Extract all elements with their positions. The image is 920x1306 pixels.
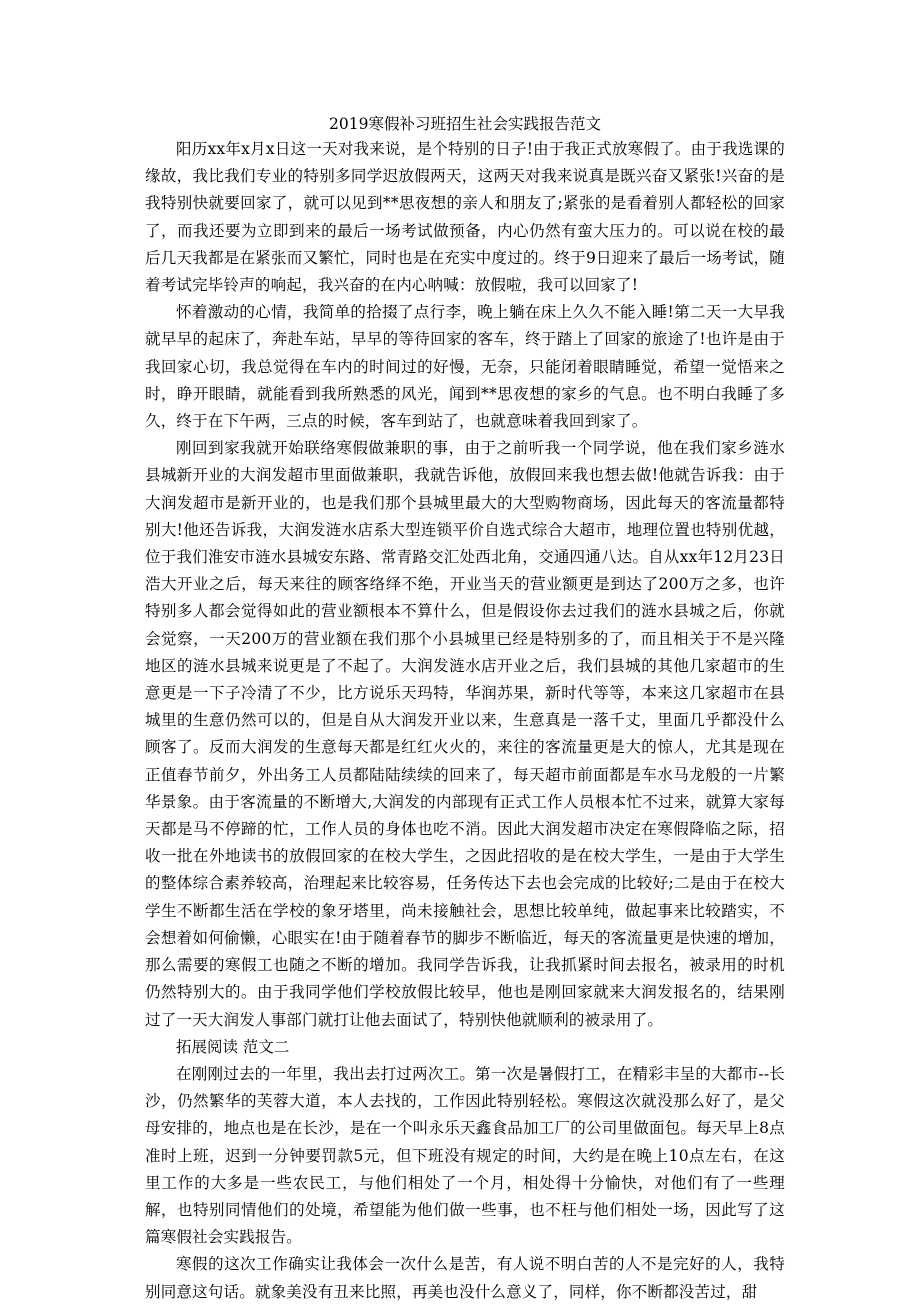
document-page xyxy=(145,112,785,1306)
paragraph-5: 寒假的这次工作确实让我体会一次什么是苦，有人说不明白苦的人不是完好的人，我特别同意这句话。就象美没有丑来比照，再美也没什么意义了，同样，你不断都没苦过，甜 xyxy=(145,1255,785,1301)
document-title: 2019寒假补习班招生社会实践报告范文 xyxy=(329,115,601,133)
paragraph-1: 阳历xx年x月x日这一天对我来说，是个特别的日子!由于我正式放寒假了。由于我选课的缘故，我比我们专业的特别多同学迟放假两天，这两天对我来说真是既兴奋又紧张!兴奋的是我特别快就要回家了，就可以见到**思夜想的亲人和朋友了;紧张的是看着别人都轻松的回家了，而我还要为立即到来的最后一场考试做预备，内心仍然有蛮大压力的。可以说在校的最后几天我都是在紧张而又繁忙，同时也是在充实中度过的。终于9日迎来了最后一场考试，随着考试完毕铃声的响起，我兴奋的在内心呐喊：放假啦，我可以回家了! xyxy=(145,140,785,295)
extended-reading-subheading: 拓展阅读 范文二 xyxy=(176,1037,290,1056)
paragraph-4: 在刚刚过去的一年里，我出去打过两次工。第一次是暑假打工，在精彩丰呈的大都市--长沙，仍然繁华的芙蓉大道，本人去找的，工作因此特别轻松。寒假这次就没那么好了，是父母安排的，地点也是在长沙，是在一个叫永乐天鑫食品加工厂的公司里做面包。每天早上8点准时上班，迟到一分钟要罚款5元，但下班没有规定的时间，大约是在晚上10点左右，在这里工作的大多是一些农民工，与他们相处了一个月，相处得十分愉快，对他们有了一些理解，也特别同情他们的处境，希望能为他们做一些事，也不枉与他们相处一场，因此写了这篇寒假社会实践报告。 xyxy=(145,1064,785,1247)
paragraph-2: 怀着激动的心情，我简单的拾掇了点行李，晚上躺在床上久久不能入睡!第二天一大早我就早早的起床了，奔赴车站，早早的等待回家的客车，终于踏上了回家的旅途了!也许是由于我回家心切，我总觉得在车内的时间过的好慢，无奈，只能闭着眼睛睡觉，希望一觉悟来之时，睁开眼睛，就能看到我所熟悉的风光，闻到**思夜想的家乡的气息。也不明白我睡了多久，终于在下午两，三点的时候，客车到站了，也就意味着我回到家了。 xyxy=(145,303,785,431)
paragraph-3: 刚回到家我就开始联络寒假做兼职的事，由于之前听我一个同学说，他在我们家乡涟水县城新开业的大润发超市里面做兼职，我就告诉他，放假回来我也想去做!他就告诉我：由于大润发超市是新开业的，也是我们那个县城里最大的大型购物商场，因此每天的客流量都特别大!他还告诉我，大润发涟水店系大型连锁平价自选式综合大超市，地理位置也特别优越，位于我们淮安市涟水县城安东路、常青路交汇处西北角，交通四通八达。自从xx年12月23日浩大开业之后，每天来往的顾客络绎不绝，开业当天的营业额更是到达了200万之多，也许特别多人都会觉得如此的营业额根本不算什么，但是假设你去过我们的涟水县城之后，你就会觉察，一天200万的营业额在我们那个小县城里已经是特别多的了，而且相关于不是兴隆地区的涟水县城来说更是了不起了。大润发涟水店开业之后，我们县城的其他几家超市的生意更是一下子冷清了不少，比方说乐天玛特，华润苏果，新时代等等，本来这几家超市在县城里的生意仍然可以的，但是自从大润发开业以来，生意真是一落千丈，里面几乎都没什么顾客了。反而大润发的生意每天都是红红火火的，来往的客流量更是大的惊人，尤其是现在正值春节前夕，外出务工人员都陆陆续续的回来了，每天超市前面都是车水马龙般的一片繁华景象。由于客流量的不断增大,大润发的内部现有正式工作人员根本忙不过来，就算大家每天都是马不停蹄的忙，工作人员的身体也吃不消。因此大润发超市决定在寒假降临之际，招收一批在外地读书的放假回家的在校大学生，之因此招收的是在校大学生，一是由于大学生的整体综合素养较高，治理起来比较容易，任务传达下去也会完成的比较好;二是由于在校大学生不断都生活在学校的象牙塔里，尚未接触社会，思想比较单纯，做起事来比较踏实，不会想着如何偷懒，心眼实在!由于随着春节的脚步不断临近，每天的客流量更是快速的增加，那么需要的寒假工也随之不断的增加。我同学告诉我，让我抓紧时间去报名，被录用的时机仍然特别大的。由于我同学他们学校放假比较早，他也是刚回家就来大润发报名的，结果刚过了一天大润发人事部门就打让他去面试了，特别快他就顺利的被录用了。 xyxy=(145,439,785,1029)
